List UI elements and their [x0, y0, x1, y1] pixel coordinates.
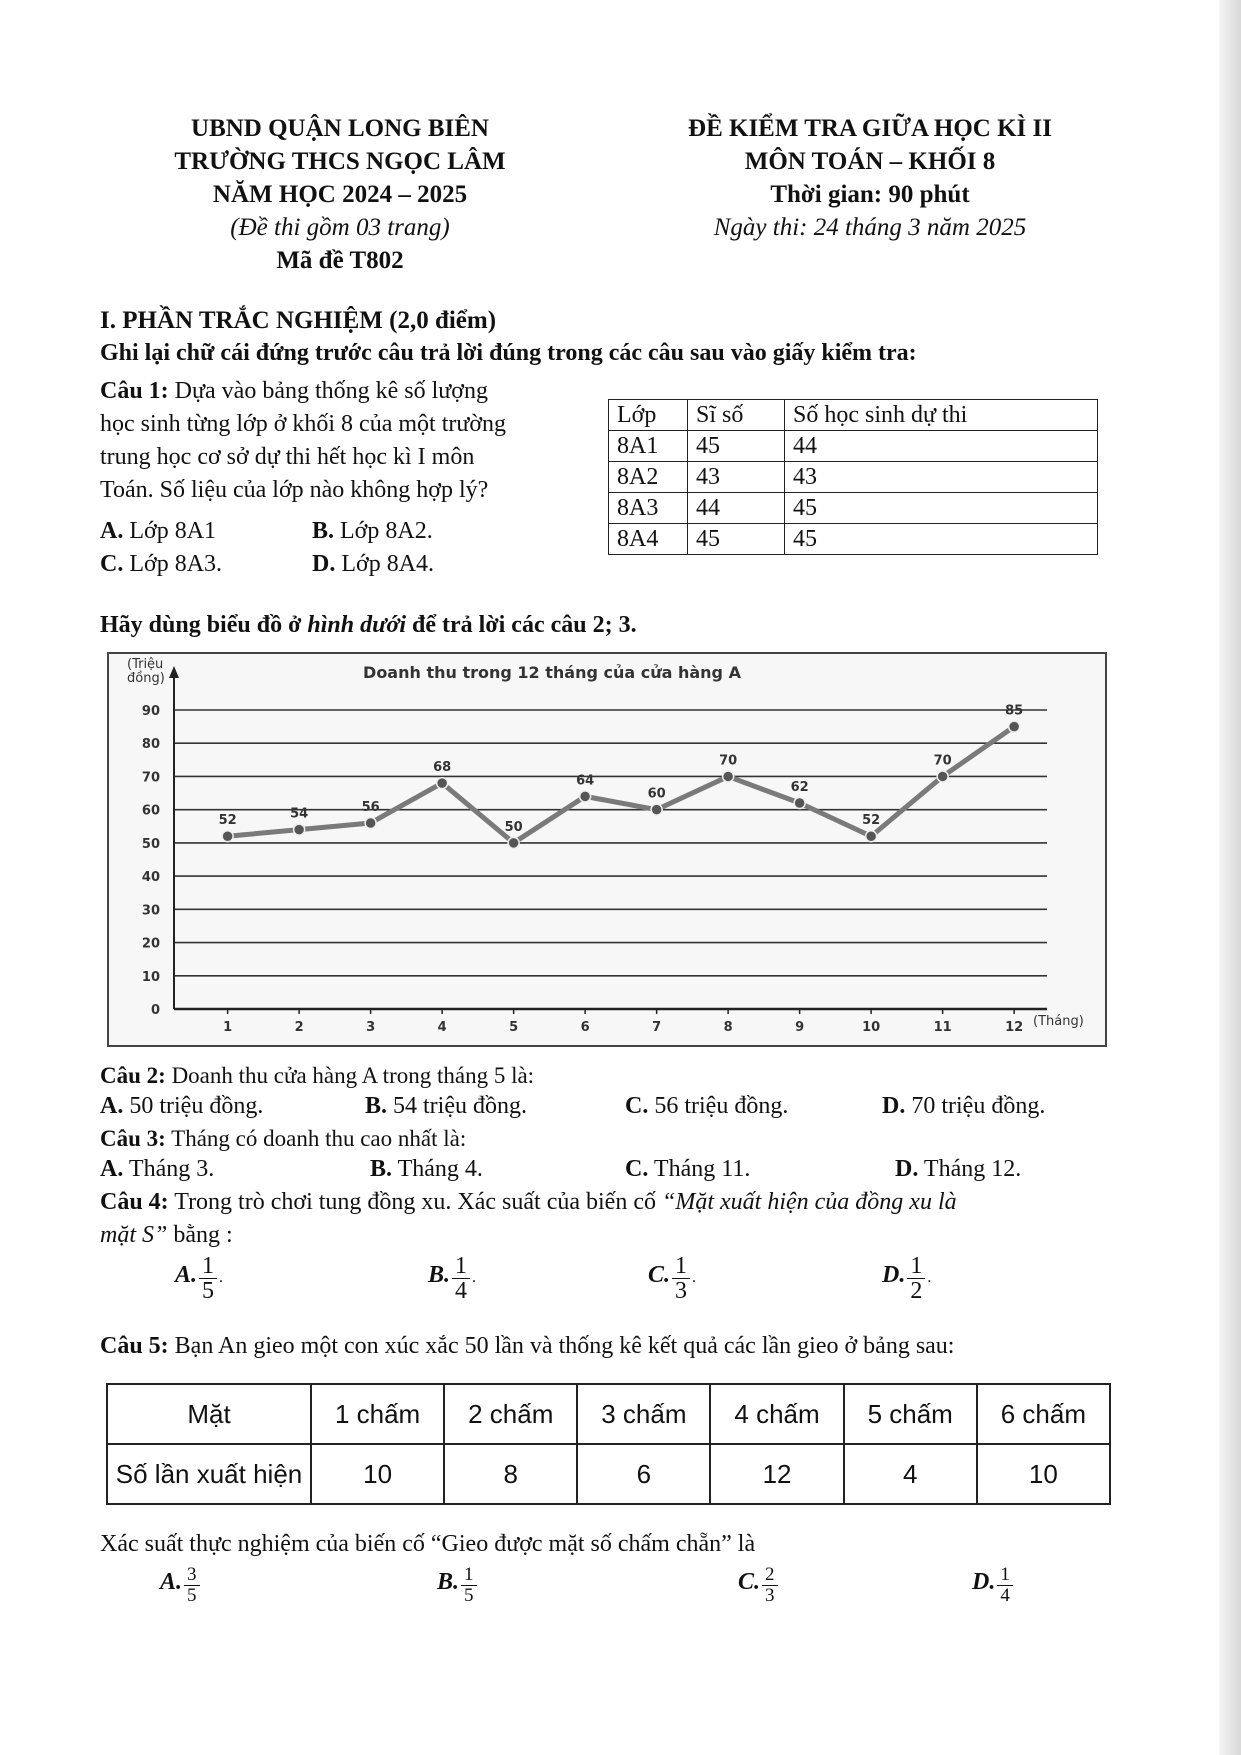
q4-option-a: A. $\frac{1}{5}$ . — [175, 1253, 224, 1304]
data-label: 54 — [290, 806, 309, 822]
revenue-line-chart — [107, 652, 1107, 1047]
q2-option-c: C. 56 triệu đồng. — [625, 1093, 789, 1119]
q1-option-b: B. Lớp 8A2. — [312, 518, 433, 544]
q5-dice-table — [106, 1383, 1111, 1505]
data-point — [580, 791, 591, 802]
y-tick-label: 80 — [141, 737, 160, 753]
q1-option-a: A. Lớp 8A1 — [100, 518, 217, 544]
x-tick-label: 5 — [509, 1020, 519, 1035]
section-title: I. PHẦN TRẮC NGHIỆM (2,0 điểm) — [100, 307, 497, 334]
q1-line1: Dựa vào bảng thống kê số lượng — [174, 378, 488, 404]
table-row: 8A2 43 43 — [609, 462, 1098, 493]
q4-option-d: D. $\frac{1}{2}$ . — [882, 1253, 932, 1304]
table-header-cell: Lớp — [609, 400, 688, 431]
exam-duration: Thời gian: 90 phút — [770, 181, 970, 208]
exam-code: Mã đề T802 — [276, 247, 404, 274]
q5-option-c: C. $\frac{2}{3}$ — [738, 1565, 780, 1606]
table-header-cell: 1 chấm — [311, 1384, 444, 1444]
q2-option-b: B. 54 triệu đồng. — [365, 1093, 527, 1119]
question-1 — [100, 375, 580, 507]
data-label: 68 — [433, 760, 452, 776]
x-tick-label: 2 — [294, 1020, 304, 1035]
q4-option-c: C. $\frac{1}{3}$ . — [648, 1253, 697, 1304]
table-header-row — [609, 400, 1098, 431]
q5-option-a: A. $\frac{3}{5}$ — [160, 1565, 202, 1606]
data-point — [222, 831, 233, 842]
section-instruction: Ghi lại chữ cái đứng trước câu trả lời đúng trong các câu sau vào giấy kiểm tra: — [100, 340, 917, 366]
school-name: TRƯỜNG THCS NGỌC LÂM — [174, 148, 506, 175]
q1-label: Câu 1: — [100, 378, 169, 404]
q2-option-d: D. 70 triệu đồng. — [882, 1093, 1046, 1119]
q1-option-d: D. Lớp 8A4. — [312, 551, 435, 577]
y-tick-label: 20 — [141, 936, 160, 952]
q3-option-c: C. Tháng 11. — [625, 1156, 751, 1182]
data-point — [294, 824, 305, 835]
question-3: Câu 3: Tháng có doanh thu cao nhất là: — [100, 1126, 467, 1151]
y-tick-label: 30 — [141, 903, 160, 919]
table-row: Số lần xuất hiện 10 8 6 12 4 10 — [107, 1444, 1110, 1504]
data-label: 70 — [719, 753, 738, 769]
x-tick-label: 4 — [437, 1020, 447, 1035]
table-header-cell: 2 chấm — [444, 1384, 577, 1444]
data-point — [937, 771, 948, 782]
x-tick-label: 7 — [652, 1020, 662, 1035]
data-label: 50 — [504, 819, 523, 835]
page-edge-shadow — [1219, 0, 1241, 1755]
chart-xlabel: (Tháng) — [1033, 1014, 1084, 1029]
table-header-cell: 5 chấm — [844, 1384, 977, 1444]
subject-grade: MÔN TOÁN – KHỐI 8 — [744, 148, 996, 175]
data-point — [508, 837, 519, 848]
q5-option-d: D. $\frac{1}{4}$ — [972, 1565, 1015, 1606]
x-tick-label: 12 — [1005, 1020, 1024, 1035]
q5-question: Xác suất thực nghiệm của biến cố “Gieo được mặt số chấm chẵn” là — [100, 1531, 756, 1557]
q4-option-b: B. $\frac{1}{4}$ . — [428, 1253, 477, 1304]
y-tick-label: 40 — [141, 870, 160, 886]
table-header-cell: Số học sinh dự thi — [785, 400, 1098, 431]
y-tick-label: 0 — [150, 1003, 160, 1018]
x-tick-label: 6 — [580, 1020, 590, 1035]
x-tick-label: 10 — [862, 1020, 881, 1035]
question-4: Câu 4: Trong trò chơi tung đồng xu. Xác suất của biến cố “Mặt xuất hiện của đồng xu là mặt S” bằng : — [100, 1189, 957, 1248]
data-point — [866, 831, 877, 842]
y-tick-label: 50 — [141, 836, 160, 852]
chart-intro: Hãy dùng biểu đồ ở hình dưới để trả lời các câu 2; 3. — [100, 612, 637, 638]
data-point — [437, 778, 448, 789]
q3-option-b: B. Tháng 4. — [370, 1156, 483, 1182]
q1-line3: trung học cơ sở dự thi hết học kì I môn — [100, 444, 475, 470]
school-year: NĂM HỌC 2024 – 2025 — [212, 181, 468, 208]
x-tick-label: 8 — [723, 1020, 733, 1035]
x-tick-label: 3 — [366, 1020, 376, 1035]
table-header-cell: 6 chấm — [977, 1384, 1110, 1444]
data-label: 52 — [862, 813, 881, 829]
x-tick-label: 11 — [933, 1020, 952, 1035]
table-header-cell: Mặt — [107, 1384, 311, 1444]
page-count-note: (Đề thi gồm 03 trang) — [230, 214, 450, 241]
header-left — [110, 112, 570, 277]
q2-option-a: A. 50 triệu đồng. — [100, 1093, 264, 1119]
data-label: 60 — [647, 786, 666, 802]
data-point — [365, 817, 376, 828]
table-row: 8A1 45 44 — [609, 431, 1098, 462]
question-2: Câu 2: Doanh thu cửa hàng A trong tháng 5 là: — [100, 1063, 535, 1088]
header-right — [630, 112, 1110, 244]
q3-option-d: D. Tháng 12. — [895, 1156, 1022, 1182]
q1-class-table — [608, 399, 1098, 555]
data-label: 70 — [933, 753, 952, 769]
y-tick-label: 60 — [141, 803, 160, 819]
table-row: 8A3 44 45 — [609, 493, 1098, 524]
chart-title: Doanh thu trong 12 tháng của cửa hàng A — [363, 663, 741, 682]
question-5: Câu 5: Bạn An gieo một con xúc xắc 50 lần và thống kê kết quả các lần gieo ở bảng sau: — [100, 1333, 955, 1359]
data-label: 85 — [1005, 703, 1024, 719]
y-tick-label: 90 — [141, 704, 160, 719]
x-tick-label: 9 — [795, 1020, 805, 1035]
data-label: 62 — [790, 780, 809, 796]
row-label: Số lần xuất hiện — [107, 1444, 311, 1504]
exam-date: Ngày thi: 24 tháng 3 năm 2025 — [713, 214, 1027, 241]
data-point — [1009, 721, 1020, 732]
data-point — [723, 771, 734, 782]
table-header-row — [107, 1384, 1110, 1444]
q3-option-a: A. Tháng 3. — [100, 1156, 215, 1182]
chart-ylabel-1: (Triệu — [127, 657, 164, 672]
table-header-cell: 4 chấm — [710, 1384, 843, 1444]
data-label: 56 — [361, 799, 380, 815]
data-point — [651, 804, 662, 815]
q1-line4: Toán. Số liệu của lớp nào không hợp lý? — [100, 477, 489, 503]
data-label: 52 — [218, 813, 237, 829]
table-header-cell: Sĩ số — [688, 400, 785, 431]
q1-line2: học sinh từng lớp ở khối 8 của một trường — [100, 411, 507, 437]
y-tick-label: 70 — [141, 770, 160, 786]
chart-ylabel-2: đồng) — [127, 671, 165, 686]
q1-option-c: C. Lớp 8A3. — [100, 551, 223, 577]
table-header-cell: 3 chấm — [577, 1384, 710, 1444]
data-label: 64 — [576, 773, 595, 789]
chart-frame — [108, 653, 1106, 1046]
exam-title: ĐỀ KIỂM TRA GIỮA HỌC KÌ II — [688, 115, 1052, 142]
x-tick-label: 1 — [223, 1020, 233, 1035]
table-row: 8A4 45 45 — [609, 524, 1098, 555]
data-point — [794, 798, 805, 809]
y-tick-label: 10 — [141, 969, 160, 985]
district-name: UBND QUẬN LONG BIÊN — [191, 115, 489, 142]
q5-option-b: B. $\frac{1}{5}$ — [437, 1565, 479, 1606]
